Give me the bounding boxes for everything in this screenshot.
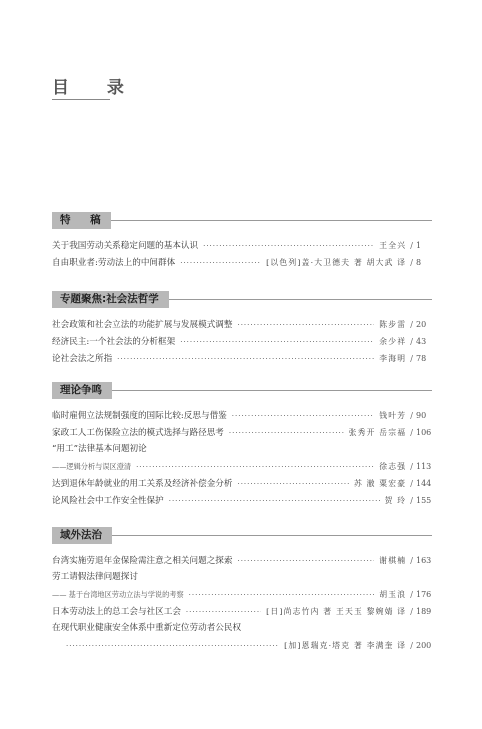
leader-dots [237, 476, 348, 492]
section-theory-debate [52, 382, 432, 509]
entry-author: 余少祥 [379, 337, 407, 346]
separator: / [410, 258, 413, 267]
entry-page: 20 [416, 320, 427, 329]
toc-entry[interactable] [52, 254, 432, 271]
toc-entry[interactable] [52, 316, 432, 333]
leader-dots [232, 408, 375, 424]
toc-entry[interactable] [52, 603, 432, 620]
separator: / [410, 462, 413, 471]
leader-dots [203, 238, 374, 254]
entry-title: 达到退休年龄就业的用工关系及经济补偿金分析 [52, 479, 233, 489]
entry-author: 贺 玲 [384, 496, 407, 505]
leader-dots [136, 459, 374, 475]
entry-subtitle: —— 基于台湾地区劳动立法与学说的考察 [52, 590, 184, 599]
entry-author: 陈步雷 [379, 320, 407, 329]
entry-page: 189 [416, 607, 432, 616]
page-title: 目 录 [52, 78, 140, 98]
entry-title: “用工”法律基本问题初论 [52, 444, 147, 454]
entry-page: 163 [416, 556, 432, 565]
entry-title: 劳工请假法律问题探讨 [52, 572, 138, 582]
section-header [52, 382, 432, 399]
separator: / [410, 590, 413, 599]
separator: / [410, 479, 413, 488]
entry-title: 自由职业者:劳动法上的中间群体 [52, 258, 176, 268]
toc-entry[interactable] [52, 441, 432, 458]
entry-author: 苏 澈 粟宏豪 [353, 479, 407, 488]
toc-entry[interactable] [52, 492, 432, 509]
title-rule [52, 99, 110, 100]
toc-entry[interactable] [52, 475, 432, 492]
entry-author: [日]尚志竹内 著 王天玉 黎婉婧 译 [266, 607, 407, 616]
leader-dots [169, 493, 380, 509]
toc-entry[interactable] [52, 424, 432, 441]
toc-entry[interactable] [52, 569, 432, 586]
section-header [52, 527, 432, 544]
separator: / [410, 607, 413, 616]
leader-dots [66, 638, 279, 654]
entry-title: 台湾实施劳退年金保险需注意之相关问题之探索 [52, 556, 233, 566]
section-special-articles [52, 212, 432, 271]
section-label: 理论争鸣 [52, 382, 112, 399]
leader-dots [237, 317, 374, 333]
leader-dots [189, 587, 375, 603]
entry-page: 176 [416, 590, 432, 599]
separator: / [410, 354, 413, 363]
section-label: 特 稿 [52, 212, 111, 229]
separator: / [410, 411, 413, 420]
toc-entry[interactable] [52, 620, 432, 637]
separator: / [410, 641, 413, 650]
entry-author: 王全兴 [379, 241, 407, 250]
entry-page: 1 [416, 241, 422, 250]
leader-dots [237, 553, 374, 569]
separator: / [410, 320, 413, 329]
toc-entry[interactable] [52, 552, 432, 569]
leader-dots [180, 334, 374, 350]
section-label: 专题聚焦:社会法哲学 [52, 291, 169, 308]
entry-page: 144 [416, 479, 432, 488]
toc-entry-continuation[interactable] [52, 458, 432, 475]
entry-title: 关于我国劳动关系稳定问题的基本认识 [52, 241, 199, 251]
section-header [52, 212, 432, 229]
separator: / [410, 337, 413, 346]
entry-page: 155 [416, 496, 432, 505]
toc-entry[interactable] [52, 237, 432, 254]
entry-page: 200 [416, 641, 432, 650]
entry-page: 113 [416, 462, 432, 471]
separator: / [410, 241, 413, 250]
entry-subtitle: ——逻辑分析与误区澄清 [52, 462, 132, 471]
entry-title: 临时雇佣立法规制强度的国际比较:反思与借鉴 [52, 411, 227, 421]
leader-dots [229, 425, 344, 441]
entry-title: 经济民主:一个社会法的分析框架 [52, 337, 176, 347]
entry-page: 43 [416, 337, 427, 346]
entry-title: 论社会法之所指 [52, 354, 113, 364]
entry-title: 论风险社会中工作安全性保护 [52, 496, 164, 506]
section-header [52, 291, 432, 308]
entry-page: 90 [416, 411, 427, 420]
entry-title: 社会政策和社会立法的功能扩展与发展模式调整 [52, 320, 233, 330]
entry-page: 106 [416, 428, 432, 437]
entry-author: 胡玉浪 [379, 590, 407, 599]
toc-entry[interactable] [52, 350, 432, 367]
entry-author: 钱叶芳 [379, 411, 407, 420]
separator: / [410, 496, 413, 505]
leader-dots [186, 604, 261, 620]
entry-author: 张秀开 岳宗福 [348, 428, 407, 437]
leader-dots [180, 255, 261, 271]
leader-dots [117, 351, 374, 367]
section-foreign-law [52, 527, 432, 654]
toc-entry[interactable] [52, 333, 432, 350]
toc-entry-continuation[interactable] [52, 586, 432, 603]
toc-entry-continuation[interactable] [52, 637, 432, 654]
toc-entry[interactable] [52, 407, 432, 424]
entry-title: 家政工人工伤保险立法的模式选择与路径思考 [52, 428, 224, 438]
entry-page: 78 [416, 354, 427, 363]
entry-author: 徐志强 [379, 462, 407, 471]
section-label: 域外法治 [52, 527, 112, 544]
entry-title: 日本劳动法上的总工会与社区工会 [52, 607, 181, 617]
entry-title: 在现代职业健康安全体系中重新定位劳动者公民权 [52, 623, 242, 633]
entry-page: 8 [416, 258, 422, 267]
section-topic-focus [52, 291, 432, 367]
entry-author: [以色列]盖·大卫德夫 著 胡大武 译 [266, 258, 407, 267]
entry-author: 谢棋楠 [379, 556, 407, 565]
separator: / [410, 428, 413, 437]
entry-author: 李海明 [379, 354, 407, 363]
entry-author: [加]恩瑞克·塔克 著 李满奎 译 [284, 641, 407, 650]
separator: / [410, 556, 413, 565]
